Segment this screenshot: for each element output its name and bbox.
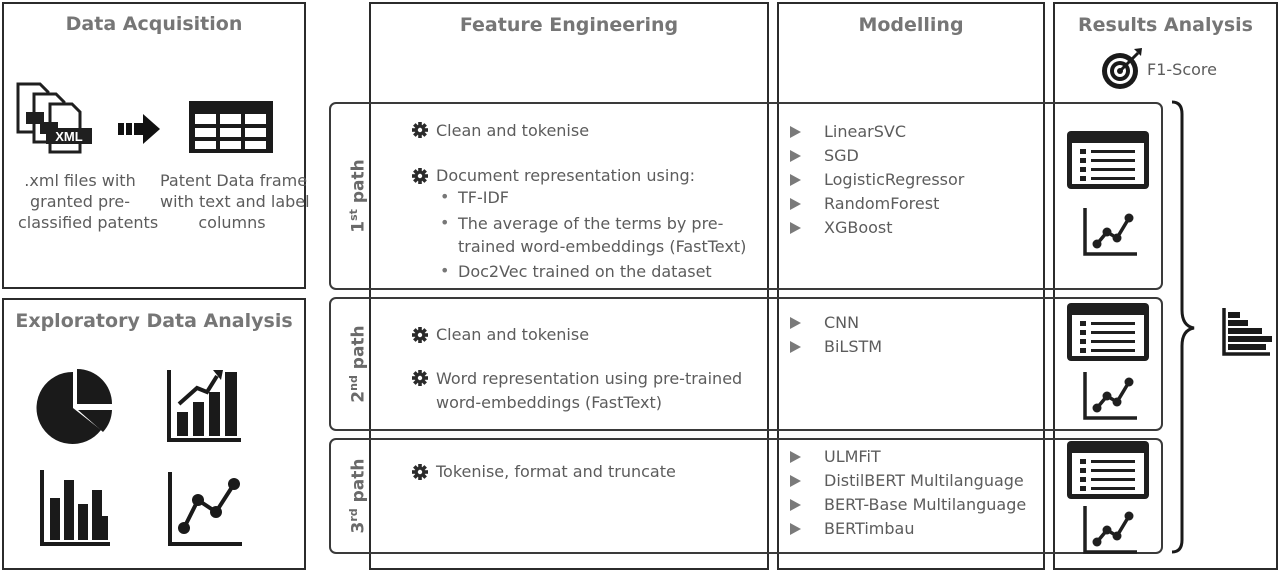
path-3-model: BERT-Base Multilanguage [824, 495, 1027, 514]
path-ordinal: nd [347, 375, 360, 391]
path-number: 1 [348, 220, 369, 233]
path-ordinal: st [347, 209, 360, 221]
triangle-bullet-icon [790, 451, 801, 463]
path-3-model: DistilBERT Multilanguage [824, 471, 1024, 490]
bar-chart-icon [40, 470, 112, 548]
path-1-model: SGD [824, 146, 859, 165]
files-caption-line: classified patents [18, 213, 159, 232]
path-number: 2 [348, 390, 369, 403]
path-1-model: LinearSVC [824, 122, 906, 141]
path-1-model: XGBoost [824, 218, 893, 237]
gear-icon [420, 378, 421, 379]
frame-caption-line: with text and label [160, 192, 310, 211]
frame-caption-line: columns [198, 213, 266, 232]
path-word: path [348, 325, 369, 376]
target-icon [1100, 48, 1144, 92]
triangle-bullet-icon [790, 475, 801, 487]
path-2-step: Word representation using pre-trained [436, 369, 743, 388]
path-number: 3 [348, 521, 369, 534]
eda-title: Exploratory Data Analysis [15, 310, 293, 332]
line-chart-icon [168, 472, 244, 548]
frame-caption-line: Patent Data frame [160, 171, 308, 190]
path-2-label [342, 289, 369, 439]
path-ordinal: rd [347, 508, 360, 522]
gear-icon [420, 176, 421, 177]
report-list-icon [1067, 441, 1151, 501]
triangle-bullet-icon [790, 317, 801, 329]
report-list-icon [1067, 303, 1151, 363]
gear-icon [420, 130, 421, 131]
triangle-bullet-icon [790, 126, 801, 138]
bullet-dot: • [440, 213, 450, 232]
right-brace [1168, 100, 1200, 556]
triangle-bullet-icon [790, 499, 801, 511]
path-3-model: BERTimbau [824, 519, 915, 538]
path-1-bullet-continuation: trained word-embeddings (FastText) [458, 237, 747, 256]
path-1-step: Clean and tokenise [436, 121, 590, 140]
path-1-bullet: Doc2Vec trained on the dataset [458, 262, 712, 281]
data-frame-table-icon [189, 101, 273, 153]
pie-chart-icon [38, 372, 114, 444]
report-list-icon [1067, 131, 1151, 191]
growth-chart-icon [167, 370, 243, 444]
bullet-dot: • [440, 261, 450, 280]
path-word: path [348, 458, 369, 509]
modelling-title: Modelling [858, 14, 964, 36]
bullet-dot: • [440, 187, 450, 206]
path-3-label [342, 421, 369, 571]
triangle-bullet-icon [790, 341, 801, 353]
horizontal-bar-chart-icon [1222, 308, 1272, 356]
line-chart-icon [1085, 506, 1141, 556]
triangle-bullet-icon [790, 222, 801, 234]
feature-engineering-title: Feature Engineering [459, 14, 679, 36]
path-1-bullet: The average of the terms by pre- [458, 214, 724, 233]
path-2-model: CNN [824, 313, 860, 332]
triangle-bullet-icon [790, 523, 801, 535]
xml-label: XML [55, 129, 83, 144]
xml-files-caption [18, 170, 159, 233]
path-1-label [342, 121, 369, 271]
data-acquisition-title: Data Acquisition [65, 13, 243, 35]
gear-icon [420, 472, 421, 473]
path-1-model: RandomForest [824, 194, 940, 213]
right-arrow-icon [118, 114, 162, 146]
line-chart-icon [1085, 208, 1141, 258]
files-caption-line: granted pre- [29, 192, 131, 211]
triangle-bullet-icon [790, 174, 801, 186]
path-2-step-continuation: word-embeddings (FastText) [436, 393, 662, 412]
f1-score-label: F1-Score [1147, 60, 1217, 79]
triangle-bullet-icon [790, 150, 801, 162]
data-frame-caption [160, 170, 310, 233]
path-1-bullet: TF-IDF [458, 188, 509, 207]
xml-files-icon [14, 82, 98, 154]
path-3-box [329, 438, 1163, 554]
files-caption-line: .xml files with [24, 171, 136, 190]
gear-icon [420, 335, 421, 336]
path-2-step: Clean and tokenise [436, 325, 590, 344]
triangle-bullet-icon [790, 198, 801, 210]
results-analysis-title: Results Analysis [1078, 14, 1253, 36]
path-1-step: Document representation using: [436, 166, 696, 185]
path-1-model: LogisticRegressor [824, 170, 965, 189]
path-3-model: ULMFiT [824, 447, 881, 466]
path-word: path [348, 159, 369, 210]
path-3-step: Tokenise, format and truncate [436, 462, 676, 481]
line-chart-icon [1085, 372, 1141, 422]
path-2-model: BiLSTM [824, 337, 883, 356]
